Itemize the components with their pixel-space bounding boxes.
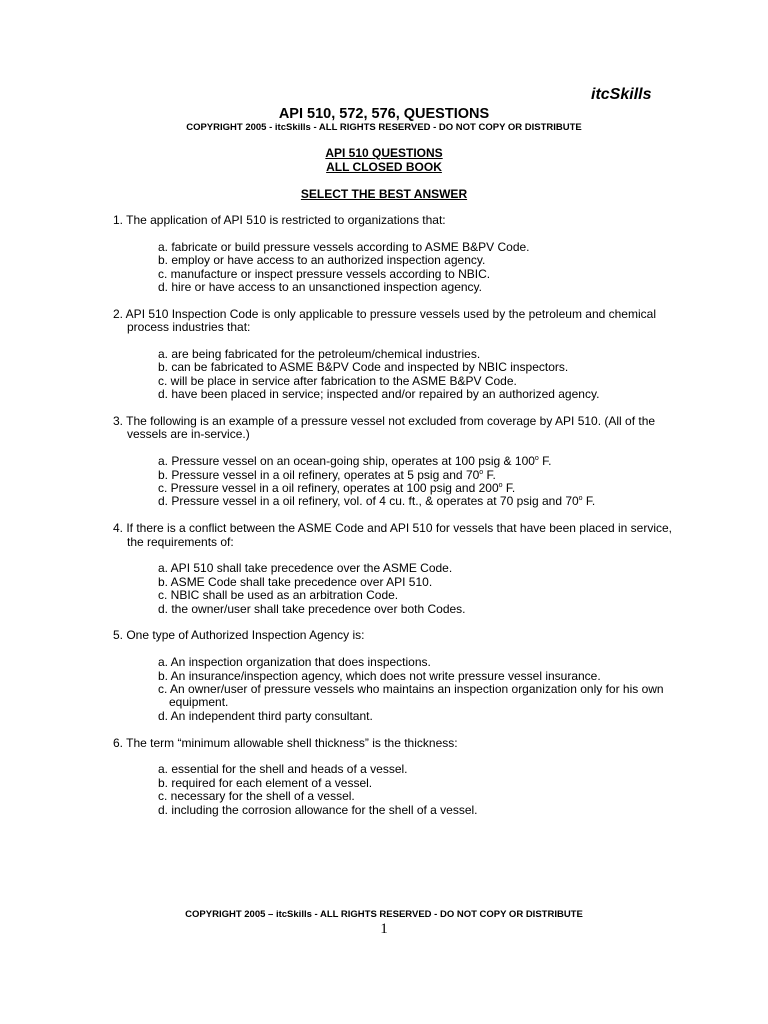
answer-option: b. An insurance/inspection agency, which does not write pressure vessel insurance. xyxy=(158,668,601,683)
page-number: 1 xyxy=(380,921,388,937)
answer-option: b. ASME Code shall take precedence over API 510. xyxy=(158,574,433,589)
answer-option xyxy=(158,455,673,468)
question-stem: 2. API 510 Inspection Code is only applicable to pressure vessels used by the petroleum and chemical process industries that: xyxy=(113,306,656,335)
unit-suffix: F. xyxy=(502,481,516,496)
question-3 xyxy=(113,415,673,509)
question-stem: 5. One type of Authorized Inspection Agency is: xyxy=(113,628,365,643)
option-text: a. Pressure vessel on an ocean-going ship, operates at 100 psig & 100 xyxy=(158,454,535,469)
option-text: b. Pressure vessel in a oil refinery, operates at 5 psig and 70 xyxy=(158,467,480,482)
answer-options xyxy=(113,455,673,509)
instruction: SELECT THE BEST ANSWER xyxy=(300,187,468,201)
answer-option xyxy=(158,482,673,495)
answer-options xyxy=(113,562,673,616)
answer-option: b. can be fabricated to ASME B&PV Code and inspected by NBIC inspectors. xyxy=(158,360,569,375)
option-text: c. Pressure vessel in a oil refinery, operates at 100 psig and 200 xyxy=(158,481,499,496)
answer-options xyxy=(113,656,673,723)
answer-option: c. necessary for the shell of a vessel. xyxy=(158,789,355,804)
brand-name: itcSkills xyxy=(591,86,652,103)
answer-option: d. the owner/user shall take precedence over both Codes. xyxy=(158,601,466,616)
question-6 xyxy=(113,737,673,817)
question-5 xyxy=(113,629,673,723)
section-subtitle: ALL CLOSED BOOK xyxy=(326,160,442,174)
answer-option: d. have been placed in service; inspected and/or repaired by an authorized agency. xyxy=(158,387,600,402)
answer-option: d. An independent third party consultant. xyxy=(158,708,373,723)
answer-option: a. An inspection organization that does inspections. xyxy=(158,655,431,670)
answer-option: d. hire or have access to an unsanctioned inspection agency. xyxy=(158,280,482,295)
answer-option: c. manufacture or inspect pressure vessels according to NBIC. xyxy=(158,266,491,281)
question-stem: 3. The following is an example of a pressure vessel not excluded from coverage by API 510. (All of the vessels are in-service.) xyxy=(113,414,656,442)
question-list xyxy=(113,214,673,831)
footer-copyright: COPYRIGHT 2005 – itcSkills - ALL RIGHTS RESERVED - DO NOT COPY OR DISTRIBUTE xyxy=(185,909,583,920)
unit-suffix: F. xyxy=(582,494,596,509)
header-copyright: COPYRIGHT 2005 - itcSkills - ALL RIGHTS RESERVED - DO NOT COPY OR DISTRIBUTE xyxy=(186,122,582,133)
question-1 xyxy=(113,214,673,294)
answer-option: a. essential for the shell and heads of a vessel. xyxy=(158,762,408,777)
unit-suffix: F. xyxy=(538,454,552,469)
answer-option: c. An owner/user of pressure vessels who maintains an inspection organization only for his own equipment. xyxy=(158,682,664,710)
degree-mark: o xyxy=(498,482,503,490)
section-title: API 510 QUESTIONS xyxy=(325,146,443,160)
answer-option xyxy=(158,495,673,508)
answer-options xyxy=(113,763,673,817)
unit-suffix: F. xyxy=(483,467,496,482)
option-text: d. Pressure vessel in a oil refinery, vol. of 4 cu. ft., & operates at 70 psig and 70 xyxy=(158,494,579,509)
question-stem: 6. The term “minimum allowable shell thickness” is the thickness: xyxy=(113,735,458,750)
question-2 xyxy=(113,308,673,402)
answer-option: a. fabricate or build pressure vessels according to ASME B&PV Code. xyxy=(158,239,530,254)
question-stem: 4. If there is a conflict between the ASME Code and API 510 for vessels that have been placed in service, the requirements of: xyxy=(113,521,672,549)
answer-option: c. will be place in service after fabrication to the ASME B&PV Code. xyxy=(158,373,517,388)
answer-options xyxy=(113,348,673,402)
answer-option: a. API 510 shall take precedence over the ASME Code. xyxy=(158,561,453,576)
answer-option: a. are being fabricated for the petroleum/chemical industries. xyxy=(158,347,481,362)
answer-option xyxy=(158,469,673,482)
answer-options xyxy=(113,241,673,295)
question-stem: 1. The application of API 510 is restricted to organizations that: xyxy=(113,213,446,227)
document-title: API 510, 572, 576, QUESTIONS xyxy=(278,106,490,122)
degree-mark: o xyxy=(578,495,583,503)
question-4 xyxy=(113,522,673,616)
degree-mark: o xyxy=(534,455,539,463)
degree-mark: o xyxy=(479,468,484,476)
answer-option: b. employ or have access to an authorized inspection agency. xyxy=(158,253,486,268)
answer-option: c. NBIC shall be used as an arbitration Code. xyxy=(158,588,399,603)
answer-option: d. including the corrosion allowance for the shell of a vessel. xyxy=(158,802,478,817)
answer-option: b. required for each element of a vessel. xyxy=(158,775,373,790)
